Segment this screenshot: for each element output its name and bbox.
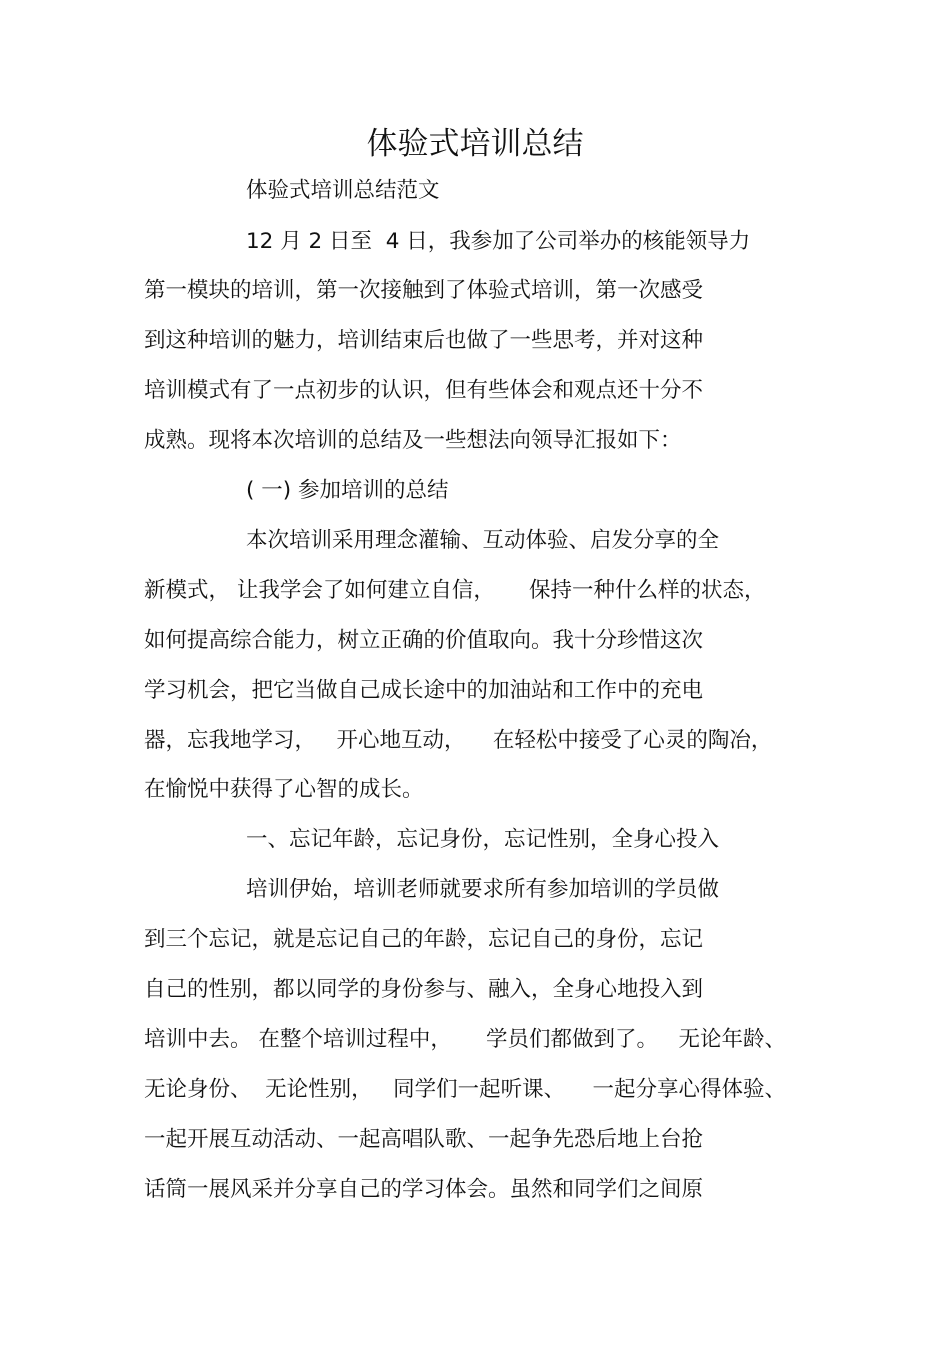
- paragraph-line: 自己的性别，都以同学的身份参与、融入，全身心地投入到: [144, 977, 704, 1002]
- paragraph-line: 器，忘我地学习， 开心地互动， 在轻松中接受了心灵的陶冶，: [144, 728, 773, 753]
- paragraph-line: 无论身份、 无论性别， 同学们一起听课、 一起分享心得体验、: [144, 1077, 787, 1102]
- section-heading: 一、忘记年龄，忘记身份，忘记性别，全身心投入: [246, 827, 720, 852]
- paragraph-line: 到三个忘记，就是忘记自己的年龄，忘记自己的身份，忘记: [144, 927, 704, 952]
- paragraph-line: 学习机会，把它当做自己成长途中的加油站和工作中的充电: [144, 678, 704, 703]
- paragraph-line: 话筒一展风采并分享自己的学习体会。虽然和同学们之间原: [144, 1177, 704, 1202]
- document-subtitle: 体验式培训总结范文: [246, 178, 440, 203]
- paragraph-line: 新模式， 让我学会了如何建立自信， 保持一种什么样的状态，: [144, 578, 766, 603]
- paragraph-line: 成熟。现将本次培训的总结及一些想法向领导汇报如下：: [144, 428, 682, 453]
- paragraph-line: 本次培训采用理念灌输、互动体验、启发分享的全: [246, 528, 720, 553]
- paragraph-line: 培训伊始，培训老师就要求所有参加培训的学员做: [246, 877, 720, 902]
- paragraph-line: 如何提高综合能力，树立正确的价值取向。我十分珍惜这次: [144, 628, 704, 653]
- paragraph-line: 第一模块的培训，第一次接触到了体验式培训，第一次感受: [144, 278, 704, 303]
- paragraph-line: 12 月 2 日至 4 日，我参加了公司举办的核能领导力: [246, 229, 751, 254]
- paragraph-line: 到这种培训的魅力，培训结束后也做了一些思考，并对这种: [144, 328, 704, 353]
- paragraph-line: 培训模式有了一点初步的认识，但有些体会和观点还十分不: [144, 378, 704, 403]
- paragraph-line: 培训中去。 在整个培训过程中， 学员们都做到了。 无论年龄、: [144, 1027, 787, 1052]
- paragraph-line: 一起开展互动活动、一起高唱队歌、一起争先恐后地上台抢: [144, 1127, 704, 1152]
- paragraph-line: 在愉悦中获得了心智的成长。: [144, 777, 424, 802]
- section-heading: ( 一) 参加培训的总结: [246, 478, 449, 503]
- document-title: 体验式培训总结: [366, 126, 584, 162]
